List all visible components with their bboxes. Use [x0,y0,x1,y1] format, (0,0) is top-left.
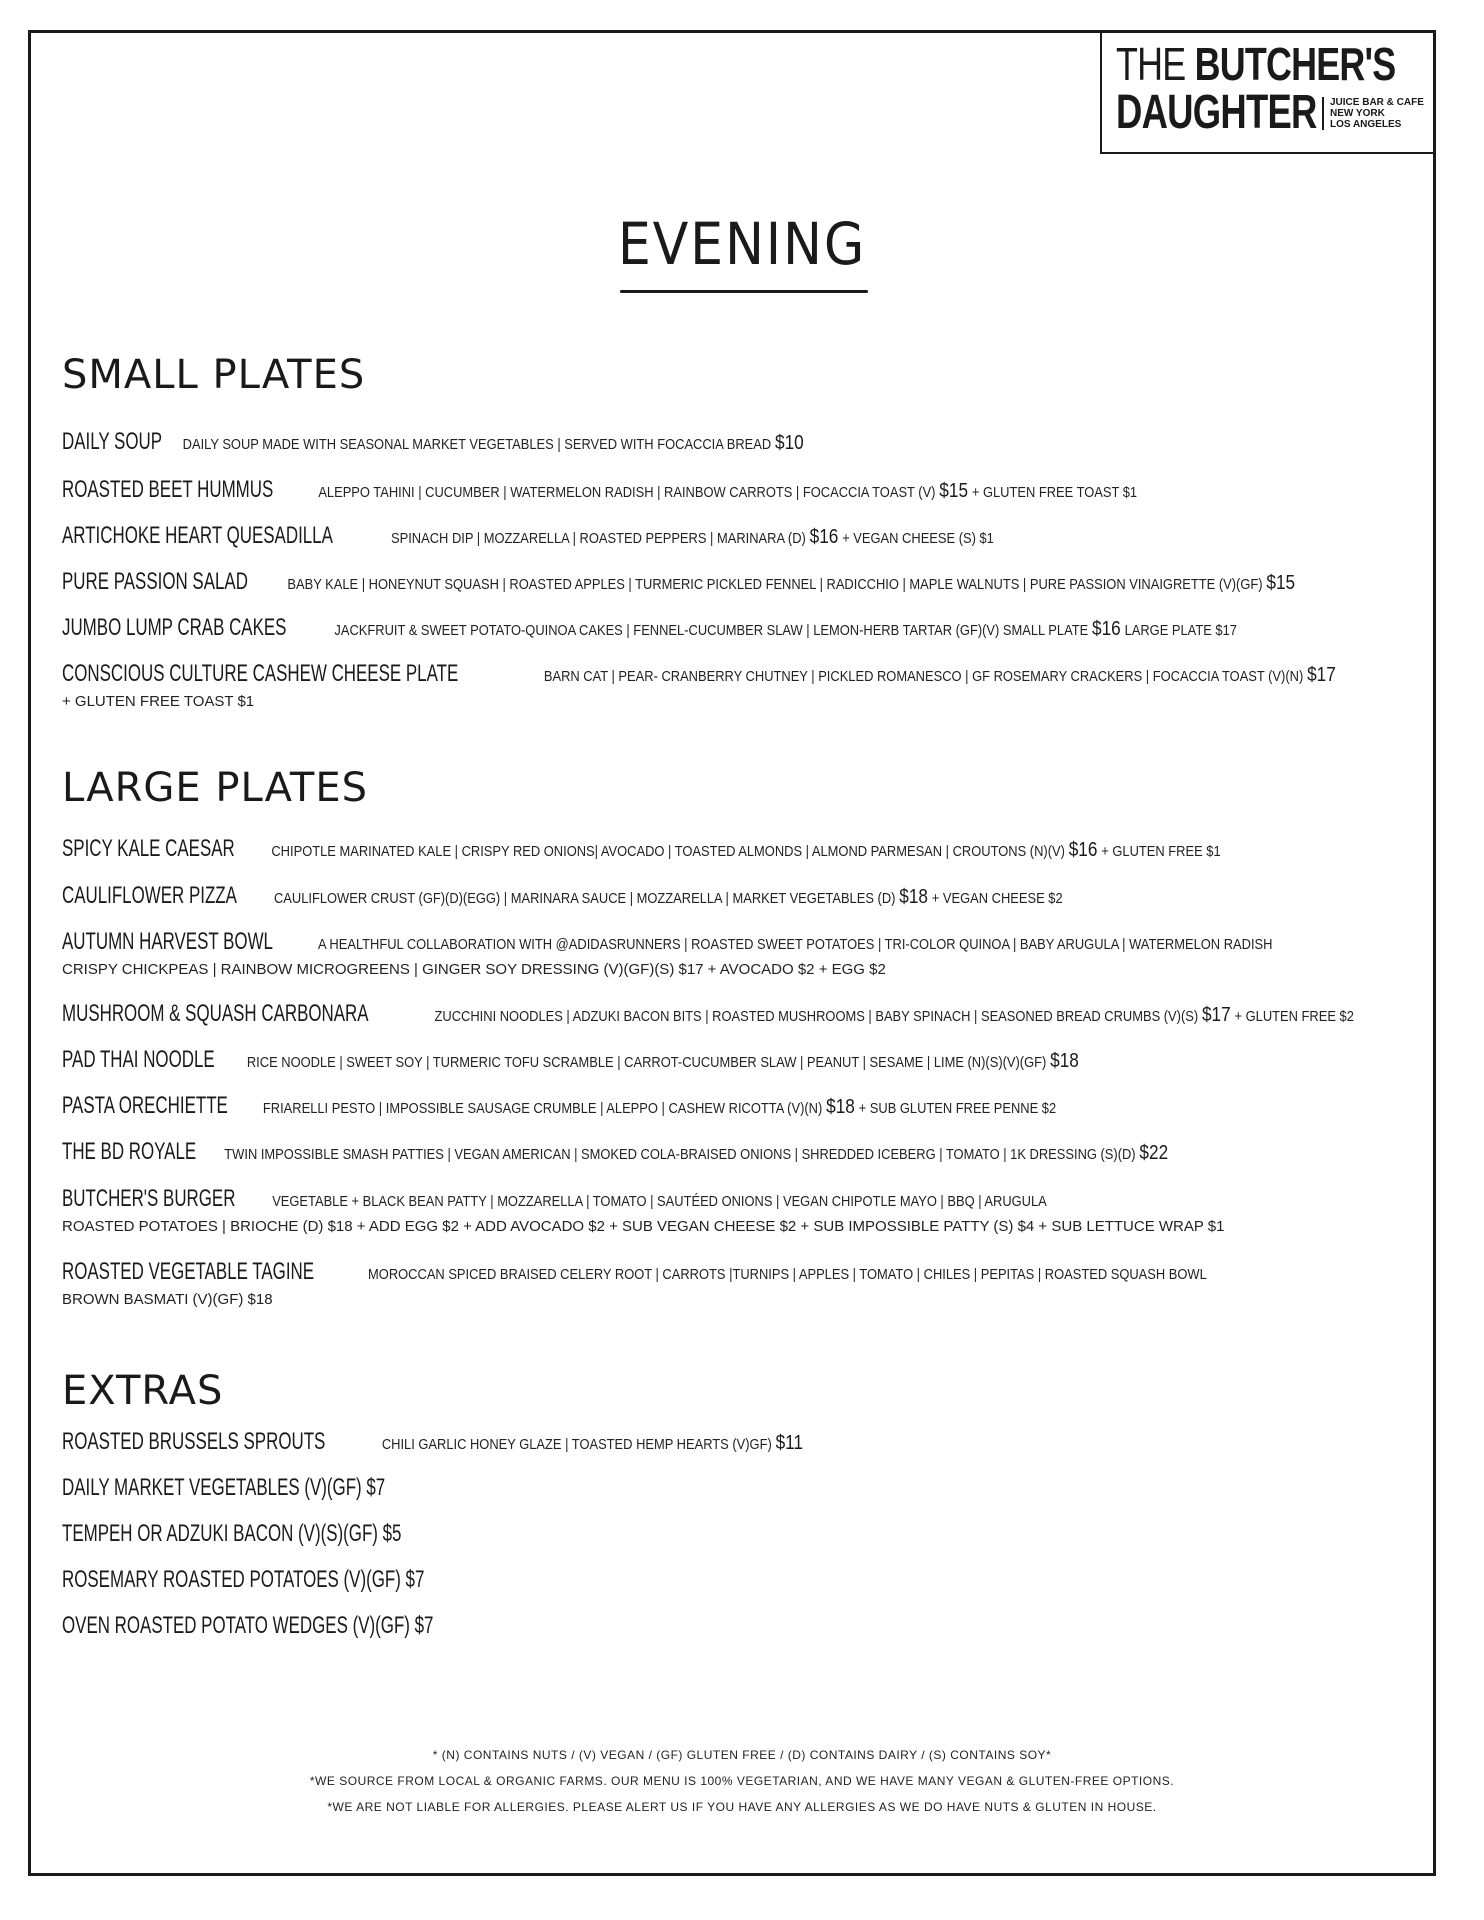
menu-item-line [62,1185,1047,1216]
logo-subtitle: JUICE BAR & CAFE NEW YORK LOS ANGELES [1322,97,1424,130]
menu-item [62,1612,1402,1643]
menu-item [62,1566,1402,1597]
menu-item [62,1138,1402,1169]
menu-item-name: MUSHROOM & SQUASH CARBONARA [62,1000,369,1027]
menu-item [62,1520,1402,1551]
menu-item [62,1474,1402,1505]
menu-item-name: PASTA ORECHIETTE [62,1092,228,1119]
menu-item-addons: + GLUTEN FREE TOAST $1 [971,484,1138,501]
menu-item-description: CAULIFLOWER CRUST (GF)(D)(EGG) | MARINARA SAUCE | MOZZARELLA | MARKET VEGETABLES (D) [273,890,896,907]
section-title-small-plates: SMALL PLATES [62,352,366,398]
menu-item-price: $11 [775,1432,804,1454]
menu-item [62,835,1402,866]
menu-item-description: BARN CAT | PEAR- CRANBERRY CHUTNEY | PICKLED ROMANESCO | GF ROSEMARY CRACKERS | FOCACCIA TOAST (V)(N) [543,668,1304,685]
brand-logo [1100,31,1436,154]
menu-item-price: $18 [899,886,928,908]
menu-item [62,660,1402,713]
menu-item-description: CHIPOTLE MARINATED KALE | CRISPY RED ONIONS| AVOCADO | TOASTED ALMONDS | ALMOND PARMESAN | CROUTONS (N)(V) [271,843,1065,860]
menu-item-description: CHILI GARLIC HONEY GLAZE | TOASTED HEMP HEARTS (V)GF) [381,1436,772,1453]
menu-item [62,568,1402,599]
menu-item [62,476,1402,507]
menu-item-addons: + GLUTEN FREE $1 [1101,843,1221,860]
menu-item-name: THE BD ROYALE [62,1138,197,1165]
menu-item-line [62,568,1295,599]
menu-item-price: $16 [1092,618,1121,640]
menu-item-continued: ROASTED POTATOES | BRIOCHE (D) $18 + ADD EGG $2 + ADD AVOCADO $2 + SUB VEGAN CHEESE $2 + SUB IMPOSSIBLE PATTY (S) $4 + SUB LETTUCE WRAP $1 [62,1218,1225,1235]
menu-item [62,1185,1402,1238]
menu-item-description: JACKFRUIT & SWEET POTATO-QUINOA CAKES | FENNEL-CUCUMBER SLAW | LEMON-HERB TARTAR (GF)(V) SMALL PLATE [334,622,1089,639]
menu-item-line [62,522,994,553]
menu-item-description: TWIN IMPOSSIBLE SMASH PATTIES | VEGAN AMERICAN | SMOKED COLA-BRAISED ONIONS | SHREDDED ICEBERG | TOMATO | 1K DRESSING (S)(D) [224,1146,1136,1163]
menu-item-description: ALEPPO TAHINI | CUCUMBER | WATERMELON RADISH | RAINBOW CARROTS | FOCACCIA TOAST (V) [318,484,936,501]
menu-item-line [62,1046,1079,1077]
menu-item-addons: + VEGAN CHEESE $2 [931,890,1063,907]
menu-item-price: $16 [1068,839,1098,861]
menu-item [62,1428,1402,1459]
menu-item-line [62,1258,1207,1289]
page-title: EVENING [617,210,867,278]
menu-item-description: BABY KALE | HONEYNUT SQUASH | ROASTED APPLES | TURMERIC PICKLED FENNEL | RADICCHIO | MAPLE WALNUTS | PURE PASSION VINAIGRETTE (V)(GF) [287,576,1263,593]
menu-item-line [62,1092,1056,1123]
menu-item-line [62,1000,1354,1031]
menu-item [62,522,1402,553]
menu-item-price: $17 [1307,664,1336,686]
menu-item-description: DAILY SOUP MADE WITH SEASONAL MARKET VEGETABLES | SERVED WITH FOCACCIA BREAD [182,436,772,453]
menu-item-addons: + VEGAN CHEESE (S) $1 [842,530,994,547]
menu-item-name: DAILY SOUP [62,428,163,455]
section-title-extras: EXTRAS [62,1368,224,1414]
menu-item-description: FRIARELLI PESTO | IMPOSSIBLE SAUSAGE CRUMBLE | ALEPPO | CASHEW RICOTTA (V)(N) [262,1100,823,1117]
menu-item [62,928,1402,981]
menu-item-name: ROASTED BRUSSELS SPROUTS [62,1428,326,1455]
menu-item-price: $18 [1050,1050,1079,1072]
menu-item-addons: + GLUTEN FREE $2 [1234,1008,1354,1025]
menu-item-name: CAULIFLOWER PIZZA [62,882,237,909]
menu-item-line [62,1612,510,1643]
menu-item-price: $15 [939,480,969,502]
menu-item-line [62,1566,499,1597]
menu-item-name: AUTUMN HARVEST BOWL [62,928,273,955]
menu-item-continued: + GLUTEN FREE TOAST $1 [62,693,255,710]
menu-item-name: CONSCIOUS CULTURE CASHEW CHEESE PLATE [62,660,459,687]
menu-item-name: ARTICHOKE HEART QUESADILLA [62,522,333,549]
menu-item-description: VEGETABLE + BLACK BEAN PATTY | MOZZARELLA | TOMATO | SAUTÉED ONIONS | VEGAN CHIPOTLE MAYO | BBQ | ARUGULA [272,1193,1047,1210]
menu-item-line [62,614,1237,645]
footer-sourcing-note: *WE SOURCE FROM LOCAL & ORGANIC FARMS. OUR MENU IS 100% VEGETARIAN, AND WE HAVE MANY VEGAN & GLUTEN-FREE OPTIONS. [309,1774,1175,1788]
title-underline [620,290,868,293]
menu-item-description: ZUCCHINI NOODLES | ADZUKI BACON BITS | ROASTED MUSHROOMS | BABY SPINACH | SEASONED BREAD CRUMBS (V)(S) [434,1008,1199,1025]
menu-item-line [62,1138,1168,1169]
menu-item-continued: CRISPY CHICKPEAS | RAINBOW MICROGREENS | GINGER SOY DRESSING (V)(GF)(S) $17 + AVOCADO $2 + EGG $2 [62,961,886,978]
menu-item-price: $22 [1139,1142,1169,1164]
menu-item-description: MOROCCAN SPICED BRAISED CELERY ROOT | CARROTS |TURNIPS | APPLES | TOMATO | CHILES | PEPITAS | ROASTED SQUASH BOWL [368,1266,1207,1283]
menu-item-continued: BROWN BASMATI (V)(GF) $18 [62,1291,273,1308]
menu-item-name: BUTCHER'S BURGER [62,1185,236,1212]
menu-item-name: DAILY MARKET VEGETABLES (V)(GF) $7 [62,1474,386,1501]
menu-item-name: OVEN ROASTED POTATO WEDGES (V)(GF) $7 [62,1612,434,1639]
menu-item-name: ROASTED VEGETABLE TAGINE [62,1258,315,1285]
menu-item-description: A HEALTHFUL COLLABORATION WITH @ADIDASRUNNERS | ROASTED SWEET POTATOES | TRI-COLOR QUINOA | BABY ARUGULA | WATERMELON RADISH [317,936,1273,953]
menu-item-line [62,1474,451,1505]
menu-item-line [62,928,1272,959]
menu-item-name: PURE PASSION SALAD [62,568,248,595]
menu-item-price: $17 [1201,1004,1231,1026]
menu-item-price: $16 [809,526,839,548]
footer-legend: * (N) CONTAINS NUTS / (V) VEGAN / (GF) GLUTEN FREE / (D) CONTAINS DAIRY / (S) CONTAINS SOY* [432,1748,1052,1762]
menu-item [62,614,1402,645]
footer-allergy-note: *WE ARE NOT LIABLE FOR ALLERGIES. PLEASE ALERT US IF YOU HAVE ANY ALLERGIES AS WE DO HAVE NUTS & GLUTEN IN HOUSE. [327,1800,1157,1814]
menu-item-line [62,835,1221,866]
menu-item [62,1000,1402,1031]
menu-item-price: $10 [775,432,804,454]
section-title-large-plates: LARGE PLATES [62,765,369,811]
menu-item-name: SPICY KALE CAESAR [62,835,235,862]
menu-item-description: SPINACH DIP | MOZZARELLA | ROASTED PEPPERS | MARINARA (D) [391,530,806,547]
logo-line1: THE BUTCHER'S [1116,38,1396,90]
menu-item [62,882,1402,913]
menu-item-line [62,1428,803,1459]
menu-item-name: JUMBO LUMP CRAB CAKES [62,614,287,641]
menu-item-name: TEMPEH OR ADZUKI BACON (V)(S)(GF) $5 [62,1520,402,1547]
menu-item-addons: LARGE PLATE $17 [1124,622,1237,639]
menu-item [62,428,1402,459]
menu-item [62,1046,1402,1077]
menu-item-name: PAD THAI NOODLE [62,1046,215,1073]
menu-item-line [62,428,804,459]
menu-item-price: $15 [1266,572,1296,594]
menu-item-line [62,882,1063,913]
menu-item-line [62,660,1336,691]
menu-item-name: ROSEMARY ROASTED POTATOES (V)(GF) $7 [62,1566,425,1593]
menu-item-line [62,1520,471,1551]
menu-item-addons: + SUB GLUTEN FREE PENNE $2 [858,1100,1057,1117]
menu-item-line [62,476,1137,507]
menu-item [62,1258,1402,1311]
menu-item-name: ROASTED BEET HUMMUS [62,476,274,503]
menu-item [62,1092,1402,1123]
menu-item-price: $18 [826,1096,855,1118]
menu-item-description: RICE NOODLE | SWEET SOY | TURMERIC TOFU SCRAMBLE | CARROT-CUCUMBER SLAW | PEANUT | SESAME | LIME (N)(S)(V)(GF) [246,1054,1047,1071]
logo-line2: DAUGHTER [1116,86,1317,139]
